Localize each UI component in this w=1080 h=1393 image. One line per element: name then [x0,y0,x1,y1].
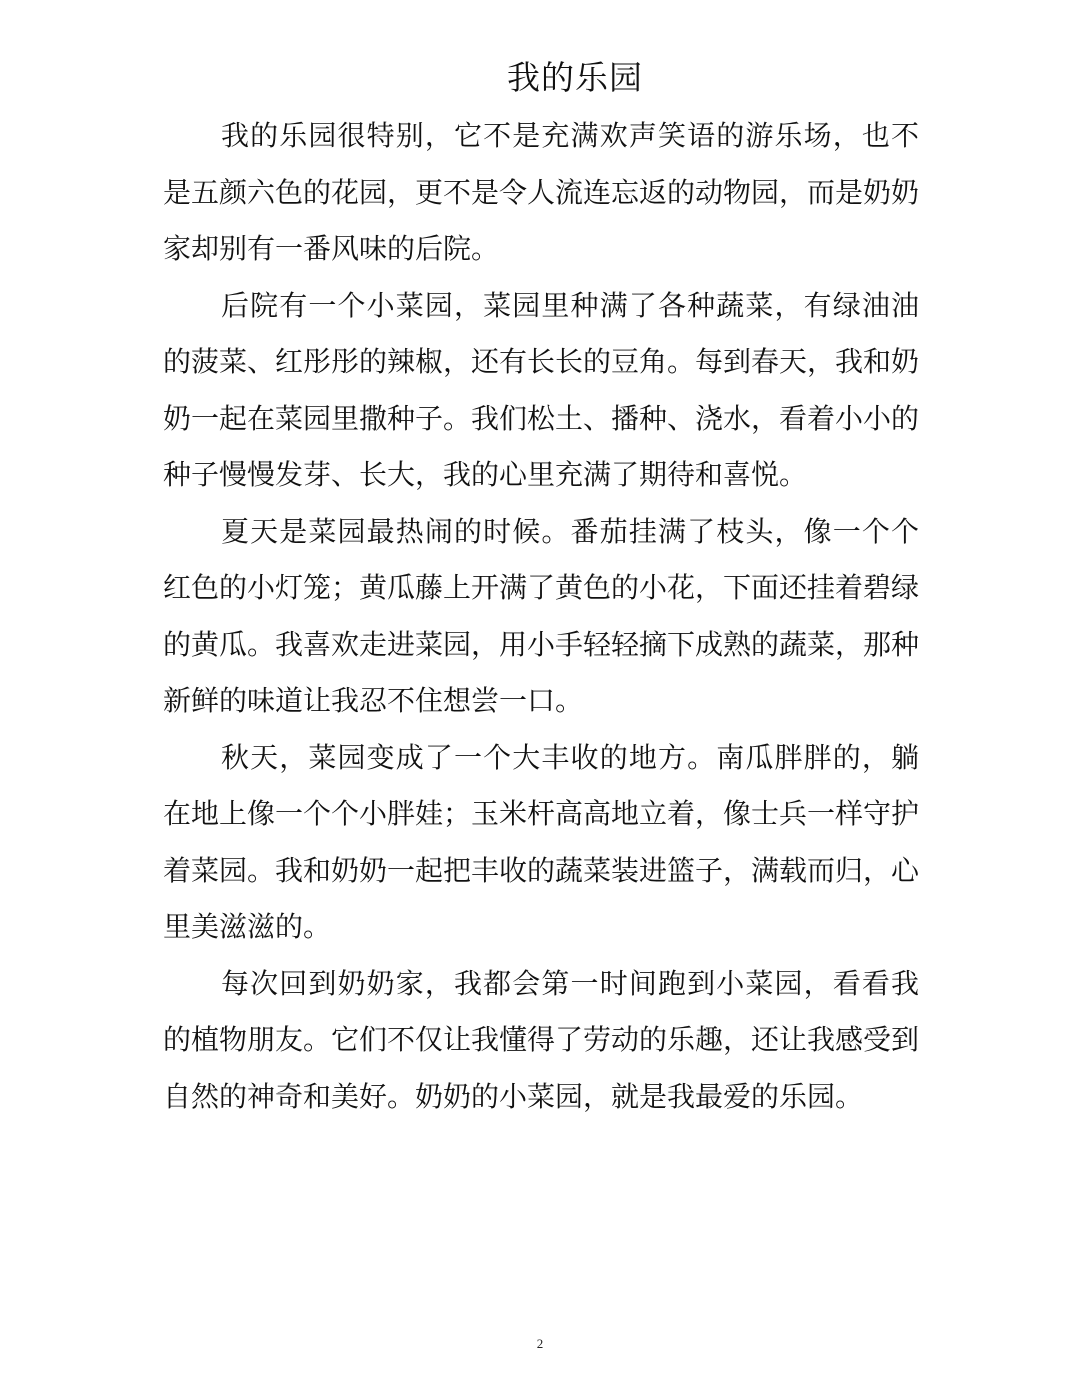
essay-title: 我的乐园 [507,58,643,97]
paragraph-3: 夏天是菜园最热闹的时候。番茄挂满了枝头，像一个个红色的小灯笼；黄瓜藤上开满了黄色的小花，下面还挂着碧绿的黄瓜。我喜欢走进菜园，用小手轻轻摘下成熟的蔬菜，那种新鲜的味道让我忍不住想尝一口。 [163,514,920,717]
paragraph-2: 后院有一个小菜园，菜园里种满了各种蔬菜，有绿油油的菠菜、红彤彤的辣椒，还有长长的豆角。每到春天，我和奶奶一起在菜园里撒种子。我们松土、播种、浇水，看着小小的种子慢慢发芽、长大，我的心里充满了期待和喜悦。 [163,288,920,491]
paragraph-4: 秋天，菜园变成了一个大丰收的地方。南瓜胖胖的，躺在地上像一个个小胖娃；玉米杆高高地立着，像士兵一样守护着菜园。我和奶奶一起把丰收的蔬菜装进篮子，满载而归，心里美滋滋的。 [163,740,920,943]
essay-body [163,108,919,1125]
page-number: 2 [536,1336,544,1351]
paragraph-5: 每次回到奶奶家，我都会第一时间跑到小菜园，看看我的植物朋友。它们不仅让我懂得了劳动的乐趣，还让我感受到自然的神奇和美好。奶奶的小菜园，就是我最爱的乐园。 [163,966,920,1113]
paragraph-1: 我的乐园很特别，它不是充满欢声笑语的游乐场，也不是五颜六色的花园，更不是令人流连忘返的动物园，而是奶奶家却别有一番风味的后院。 [163,119,920,265]
